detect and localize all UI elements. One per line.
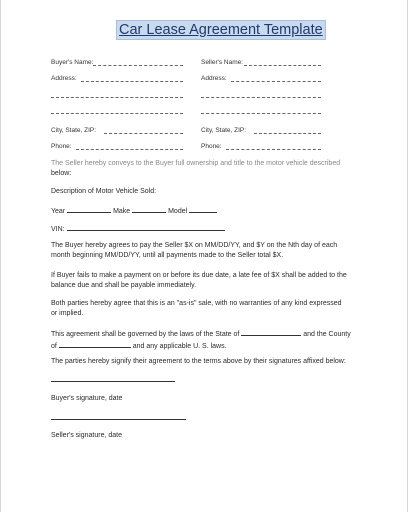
governed-paragraph: [51, 328, 371, 351]
description-label: Description of Motor Vehicle Sold:: [51, 188, 157, 195]
conveys-paragraph: [51, 159, 371, 178]
sellers-name-line[interactable]: [244, 65, 321, 66]
buyer-address-label: Address:: [51, 75, 77, 82]
seller-address-line-3[interactable]: [201, 113, 321, 114]
as-is-line-1: Both parties hereby agree that this is an "as-is" sale, with no warranties of any kind expressed: [51, 300, 342, 307]
buyers-name-line[interactable]: [93, 65, 183, 66]
make-label: Make: [113, 208, 131, 215]
seller-phone-label: Phone:: [201, 143, 222, 150]
sellers-name-label: Seller's Name:: [201, 59, 244, 66]
vehicle-details-row: [51, 205, 371, 217]
late-fee-paragraph: [51, 271, 371, 290]
signify-paragraph: The parties hereby signify their agreement to the terms above by their signatures affixed below:: [51, 358, 346, 365]
buyer-address-line-2[interactable]: [51, 97, 183, 98]
model-label: Model: [168, 208, 188, 215]
buyer-phone-label: Phone:: [51, 143, 72, 150]
payment-line-2: month beginning MM/DD/YY, until all payments made to the Seller total $X.: [51, 251, 284, 259]
vin-row: [51, 223, 371, 235]
buyer-city-state-zip-label: City, State, ZIP:: [51, 127, 97, 134]
state-field[interactable]: [241, 328, 301, 336]
seller-signature-label: Seller's signature, date: [51, 432, 122, 439]
governed-part-3: of: [51, 342, 57, 350]
county-field[interactable]: [59, 340, 131, 348]
vin-field[interactable]: [67, 223, 225, 231]
governed-part-1: This agreement shall be governed by the laws of the State of: [51, 331, 240, 338]
buyer-address-line[interactable]: [81, 81, 183, 82]
payment-line-1: The Buyer hereby agrees to pay the Seller $X on MM/DD/YY, and $Y on the Nth day of each: [51, 242, 338, 249]
buyer-city-state-zip-line[interactable]: [104, 133, 183, 134]
buyer-signature-line[interactable]: [51, 381, 175, 382]
year-label: Year: [51, 208, 66, 215]
seller-signature-line[interactable]: [51, 419, 186, 420]
conveys-line-2: below:: [51, 169, 72, 177]
governed-part-4: and any applicable U. S. laws.: [132, 342, 227, 350]
seller-address-line-2[interactable]: [201, 97, 321, 98]
as-is-paragraph: [51, 299, 371, 318]
as-is-line-2: or implied.: [51, 309, 84, 317]
make-field[interactable]: [132, 205, 166, 213]
seller-city-state-zip-line[interactable]: [254, 133, 321, 134]
seller-address-line[interactable]: [231, 81, 321, 82]
year-field[interactable]: [67, 205, 111, 213]
late-line-2: balance due and shall be payable immediately.: [51, 281, 197, 289]
conveys-line-1: The Seller hereby conveys to the Buyer full ownership and title to the motor vehicle described: [51, 160, 341, 167]
buyer-signature-label: Buyer's signature, date: [51, 395, 123, 402]
buyer-address-line-3[interactable]: [51, 113, 183, 114]
buyer-phone-line[interactable]: [76, 149, 183, 150]
vin-label: VIN:: [51, 226, 65, 233]
buyers-name-label: Buyer's Name:: [51, 59, 94, 66]
payment-paragraph: [51, 241, 371, 260]
model-field[interactable]: [189, 205, 217, 213]
seller-phone-line[interactable]: [226, 149, 321, 150]
seller-city-state-zip-label: City, State, ZIP:: [201, 127, 247, 134]
governed-part-2: and the County: [303, 331, 351, 338]
document-title: Car Lease Agreement Template: [116, 20, 326, 40]
late-line-1: If Buyer fails to make a payment on or before its due date, a late fee of $X shall be added to the: [51, 272, 347, 279]
seller-address-label: Address:: [201, 75, 227, 82]
